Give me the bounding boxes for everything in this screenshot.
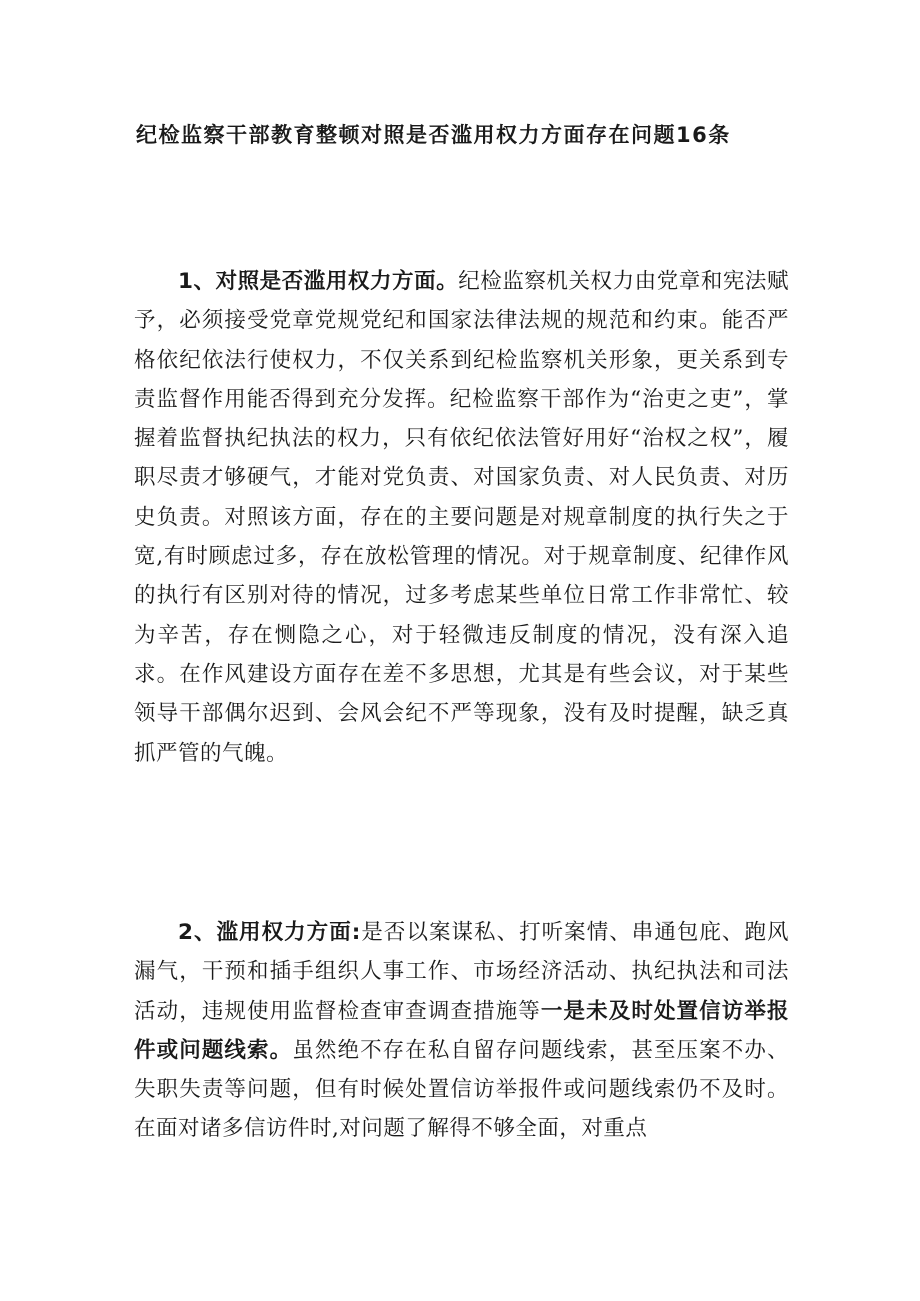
paragraph-2-heading: 2、滥用权力方面: [178,920,361,945]
paragraph-2-body-before: 是否以案谋私、打听案情、串通包庇、跑风漏气，干预和插手组织人事工作、市场经济活动、执纪执法和司法活动，违规使用监督检查审查调查措施等 [134,920,789,1024]
paragraph-1 [134,262,789,773]
paragraph-2-emphasis: 一是未及时处置信访举报件或问题线索。 [134,998,789,1063]
document-title: 纪检监察干部教育整顿对照是否滥用权力方面存在问题16条 [136,123,731,147]
paragraph-1-heading: 1、对照是否滥用权力方面。 [178,269,459,294]
paragraph-1-body: 纪检监察机关权力由党章和宪法赋予，必须接受党章党规党纪和国家法律法规的规范和约束。能否严格依纪依法行使权力，不仅关系到纪检监察机关形象，更关系到专责监督作用能否得到充分发挥。纪检监察干部作为“治吏之吏”，掌握着监督执纪执法的权力，只有依纪依法管好用好“治权之权”，履职尽责才够硬气，才能对党负责、对国家负责、对人民负责、对历史负责。对照该方面，存在的主要问题是对规章制度的执行失之于宽,有时顾虑过多，存在放松管理的情况。对于规章制度、纪律作风的执行有区别对待的情况，过多考虑某些单位日常工作非常忙、较为辛苦，存在恻隐之心，对于轻微违反制度的情况，没有深入追求。在作风建设方面存在差不多思想，尤其是有些会议，对于某些领导干部偶尔迟到、会风会纪不严等现象，没有及时提醒，缺乏真抓严管的气魄。 [134,269,789,766]
paragraph-2 [134,913,789,1149]
paragraph-2-body-after: 虽然绝不存在私自留存问题线索，甚至压案不办、失职失责等问题，但有时候处置信访举报件或问题线索仍不及时。在面对诸多信访件时,对问题了解得不够全面，对重点 [134,1037,789,1142]
